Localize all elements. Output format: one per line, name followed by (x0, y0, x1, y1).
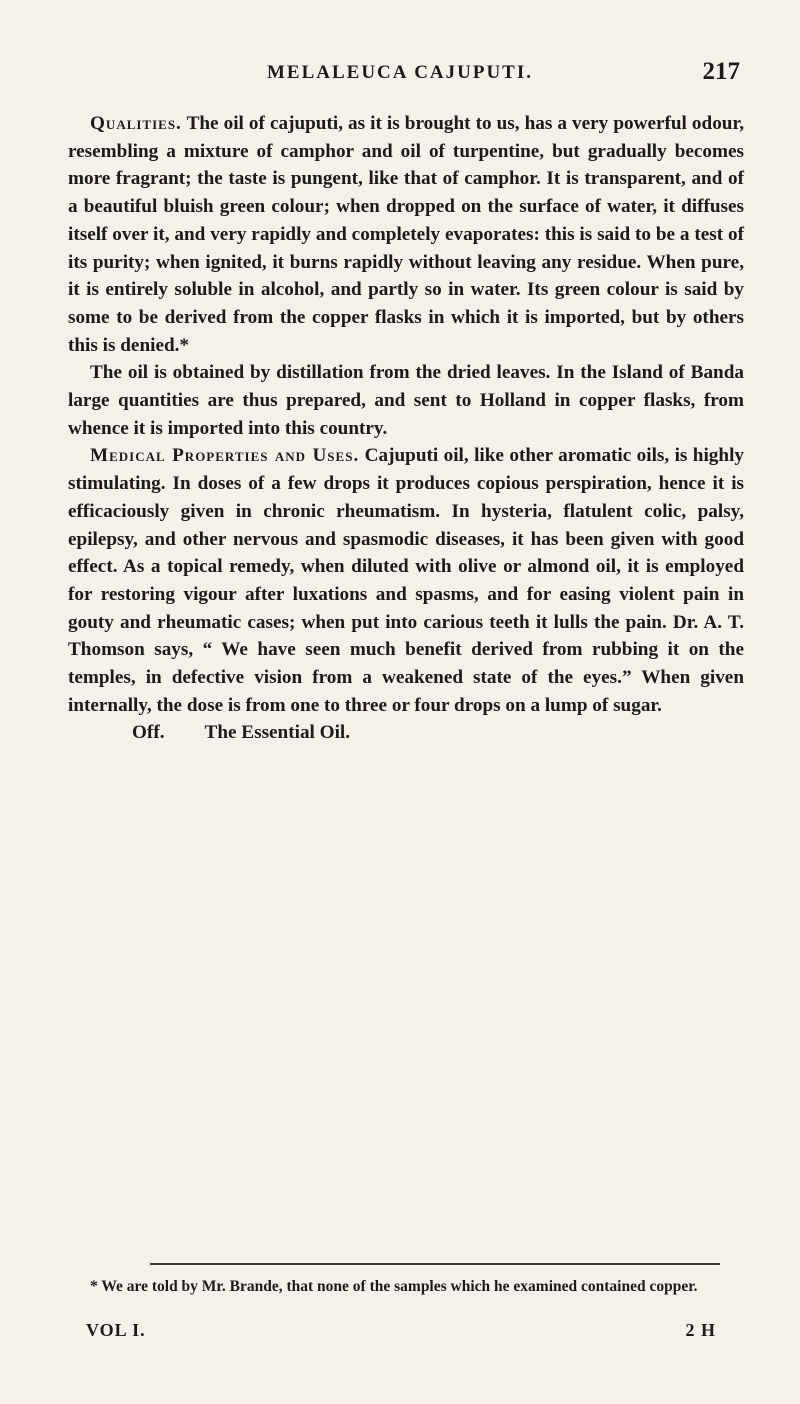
officinal-line (68, 719, 744, 747)
body-text (68, 110, 744, 747)
paragraph-distillation (68, 359, 744, 442)
officinal-text: The Essential Oil. (204, 722, 351, 744)
running-title: MELALEUCA CAJUPUTI. (266, 62, 534, 83)
paragraph-text: The oil is obtained by distillation from the dried leaves. In the Island of Banda large quantities are thus prepared, and sent to Holland in copper flasks, from whence it is imported into this country. (68, 362, 744, 439)
footnote-text: * We are told by Mr. Brande, that none of the samples which he examined contained copper. (90, 1278, 698, 1295)
paragraph-text: The oil of cajuputi, as it is brought to us, has a very powerful odour, resembling a mixture of camphor and oil of turpentine, but gradually becomes more fragrant; the taste is pungent, like that of camphor. It is transparent, and of a beautiful bluish green colour; when dropped on the surface of water, it diffuses itself over it, and very rapidly and completely evaporates: this is said to be a test of its purity; when ignited, it burns rapidly without leaving any residue. When pure, it is entirely soluble in alcohol, and partly so in water. Its green colour is said by some to be derived from the copper flasks in which it is imported, but by others this is denied.* (68, 113, 745, 356)
footnote-rule (150, 1263, 720, 1265)
section-heading-medical: Medical Properties and Uses. (90, 445, 360, 467)
footnote (68, 1276, 744, 1297)
paragraph-qualities (68, 110, 744, 359)
section-heading-qualities: Qualities. (90, 113, 182, 134)
officinal-label: Off. (132, 722, 165, 744)
paragraph-medical (68, 442, 744, 719)
signature-mark: 2 H (685, 1320, 716, 1340)
running-head (60, 58, 740, 92)
page-number: 217 (702, 58, 740, 85)
paragraph-text: Cajuputi oil, like other aromatic oils, is highly stimulating. In doses of a few drops it produces copious perspiration, hence it is efficaciously given in chronic rheumatism. In hysteria, flatulent colic, palsy, epilepsy, and other nervous and spasmodic diseases, it has been given with good effect. As a topical remedy, when diluted with olive or almond oil, it is employed for restoring vigour after luxations and spasms, and for easing violent pain in gouty and rheumatic cases; when put into carious teeth it lulls the pain. Dr. A. T. Thomson says, “ We have seen much benefit derived from rubbing it on the temples, in defective vision from a weakened state of the eyes.” When given internally, the dose is from one to three or four drops on a lump of sugar. (68, 445, 744, 716)
volume-mark: VOL I. (86, 1320, 146, 1340)
